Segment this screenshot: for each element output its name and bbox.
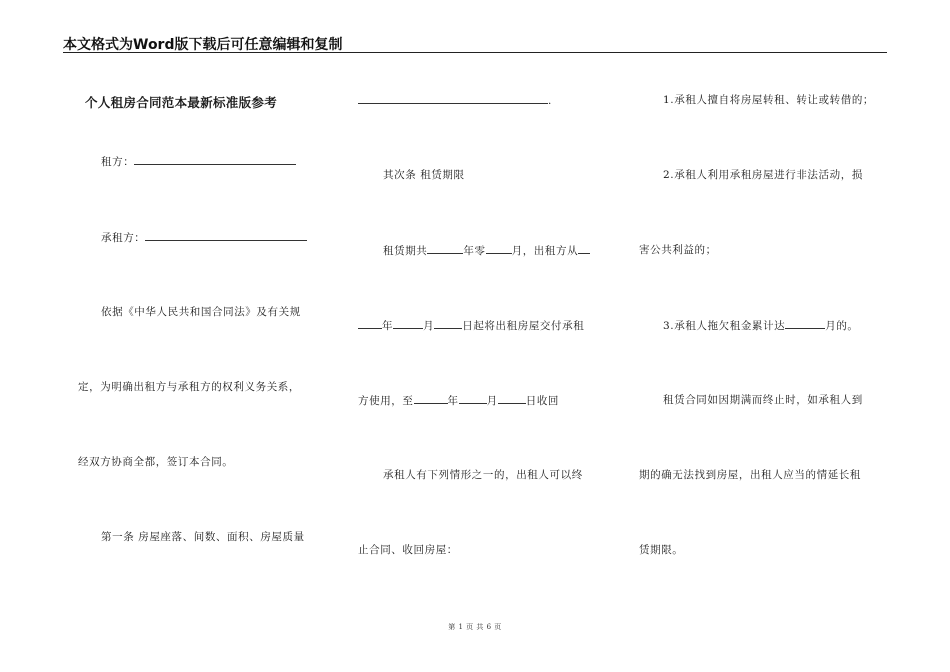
paragraph-line: 止合同、收回房屋： (358, 544, 458, 556)
year-blank (358, 318, 382, 329)
paragraph-line: 承租人有下列情形之一的，出租人可以终 (383, 469, 583, 481)
lessee-line (101, 230, 307, 245)
from-blank (578, 243, 590, 254)
term-line-1 (383, 243, 590, 258)
term-line-2 (358, 318, 584, 333)
day-blank (434, 318, 462, 329)
text-span: 方使用，至 (358, 395, 414, 407)
list-item: 1.承租人擅自将房屋转租、转让或转借的； (663, 94, 875, 106)
period-mark: . (548, 95, 552, 107)
page-number: 第 1 页 共 6 页 (448, 623, 502, 631)
years-blank (427, 243, 463, 254)
end-year-blank (414, 393, 448, 404)
paragraph-line: 赁期限。 (639, 544, 684, 556)
blank-line (358, 93, 552, 108)
header-divider (63, 52, 887, 53)
text-span: 月 (423, 320, 435, 332)
fill-blank (358, 93, 548, 104)
end-month-blank (459, 393, 487, 404)
lessee-label: 承租方： (101, 232, 146, 244)
header-title: 本文格式为Word版下载后可任意编辑和复制 (63, 37, 343, 53)
text-span: 年 (447, 395, 459, 407)
text-span: 月 (486, 395, 498, 407)
lessor-label: 租方： (101, 156, 135, 168)
text-span: 日起将出租房屋交付承租 (462, 320, 585, 332)
text-span: 年 (382, 320, 394, 332)
list-item-continued: 害公共利益的； (639, 244, 717, 256)
text-span: 月，出租方从 (511, 245, 579, 257)
months-count-blank (785, 318, 825, 329)
article-heading: 第一条 房屋座落、间数、面积、房屋质量 (101, 531, 305, 543)
paragraph-line: 依据《中华人民共和国合同法》及有关规 (101, 306, 301, 318)
paragraph-line: 期的确无法找到房屋，出租人应当的情延长租 (639, 469, 861, 481)
lessor-blank (134, 154, 296, 165)
text-span: 3.承租人拖欠租金累计达 (663, 320, 786, 332)
paragraph-line: 租赁合同如因期满而终止时，如承租人到 (663, 394, 863, 406)
article-heading: 其次条 租赁期限 (383, 169, 465, 181)
paragraph-line: 定，为明确出租方与承租方的权利义务关系， (78, 381, 300, 393)
list-item: 2.承租人利用承租房屋进行非法活动，损 (663, 169, 863, 181)
text-span: 租赁期共 (383, 245, 428, 257)
text-span: 年零 (463, 245, 486, 257)
document-title: 个人租房合同范本最新标准版参考 (85, 95, 278, 110)
text-span: 月的。 (825, 320, 859, 332)
paragraph-line: 经双方协商全都，签订本合同。 (78, 456, 234, 468)
months-blank (486, 243, 512, 254)
end-day-blank (498, 393, 526, 404)
list-item (663, 318, 859, 333)
lessor-line (101, 154, 296, 169)
month-blank (393, 318, 423, 329)
term-line-3 (358, 393, 559, 408)
lessee-blank (145, 230, 307, 241)
text-span: 日收回 (525, 395, 560, 407)
